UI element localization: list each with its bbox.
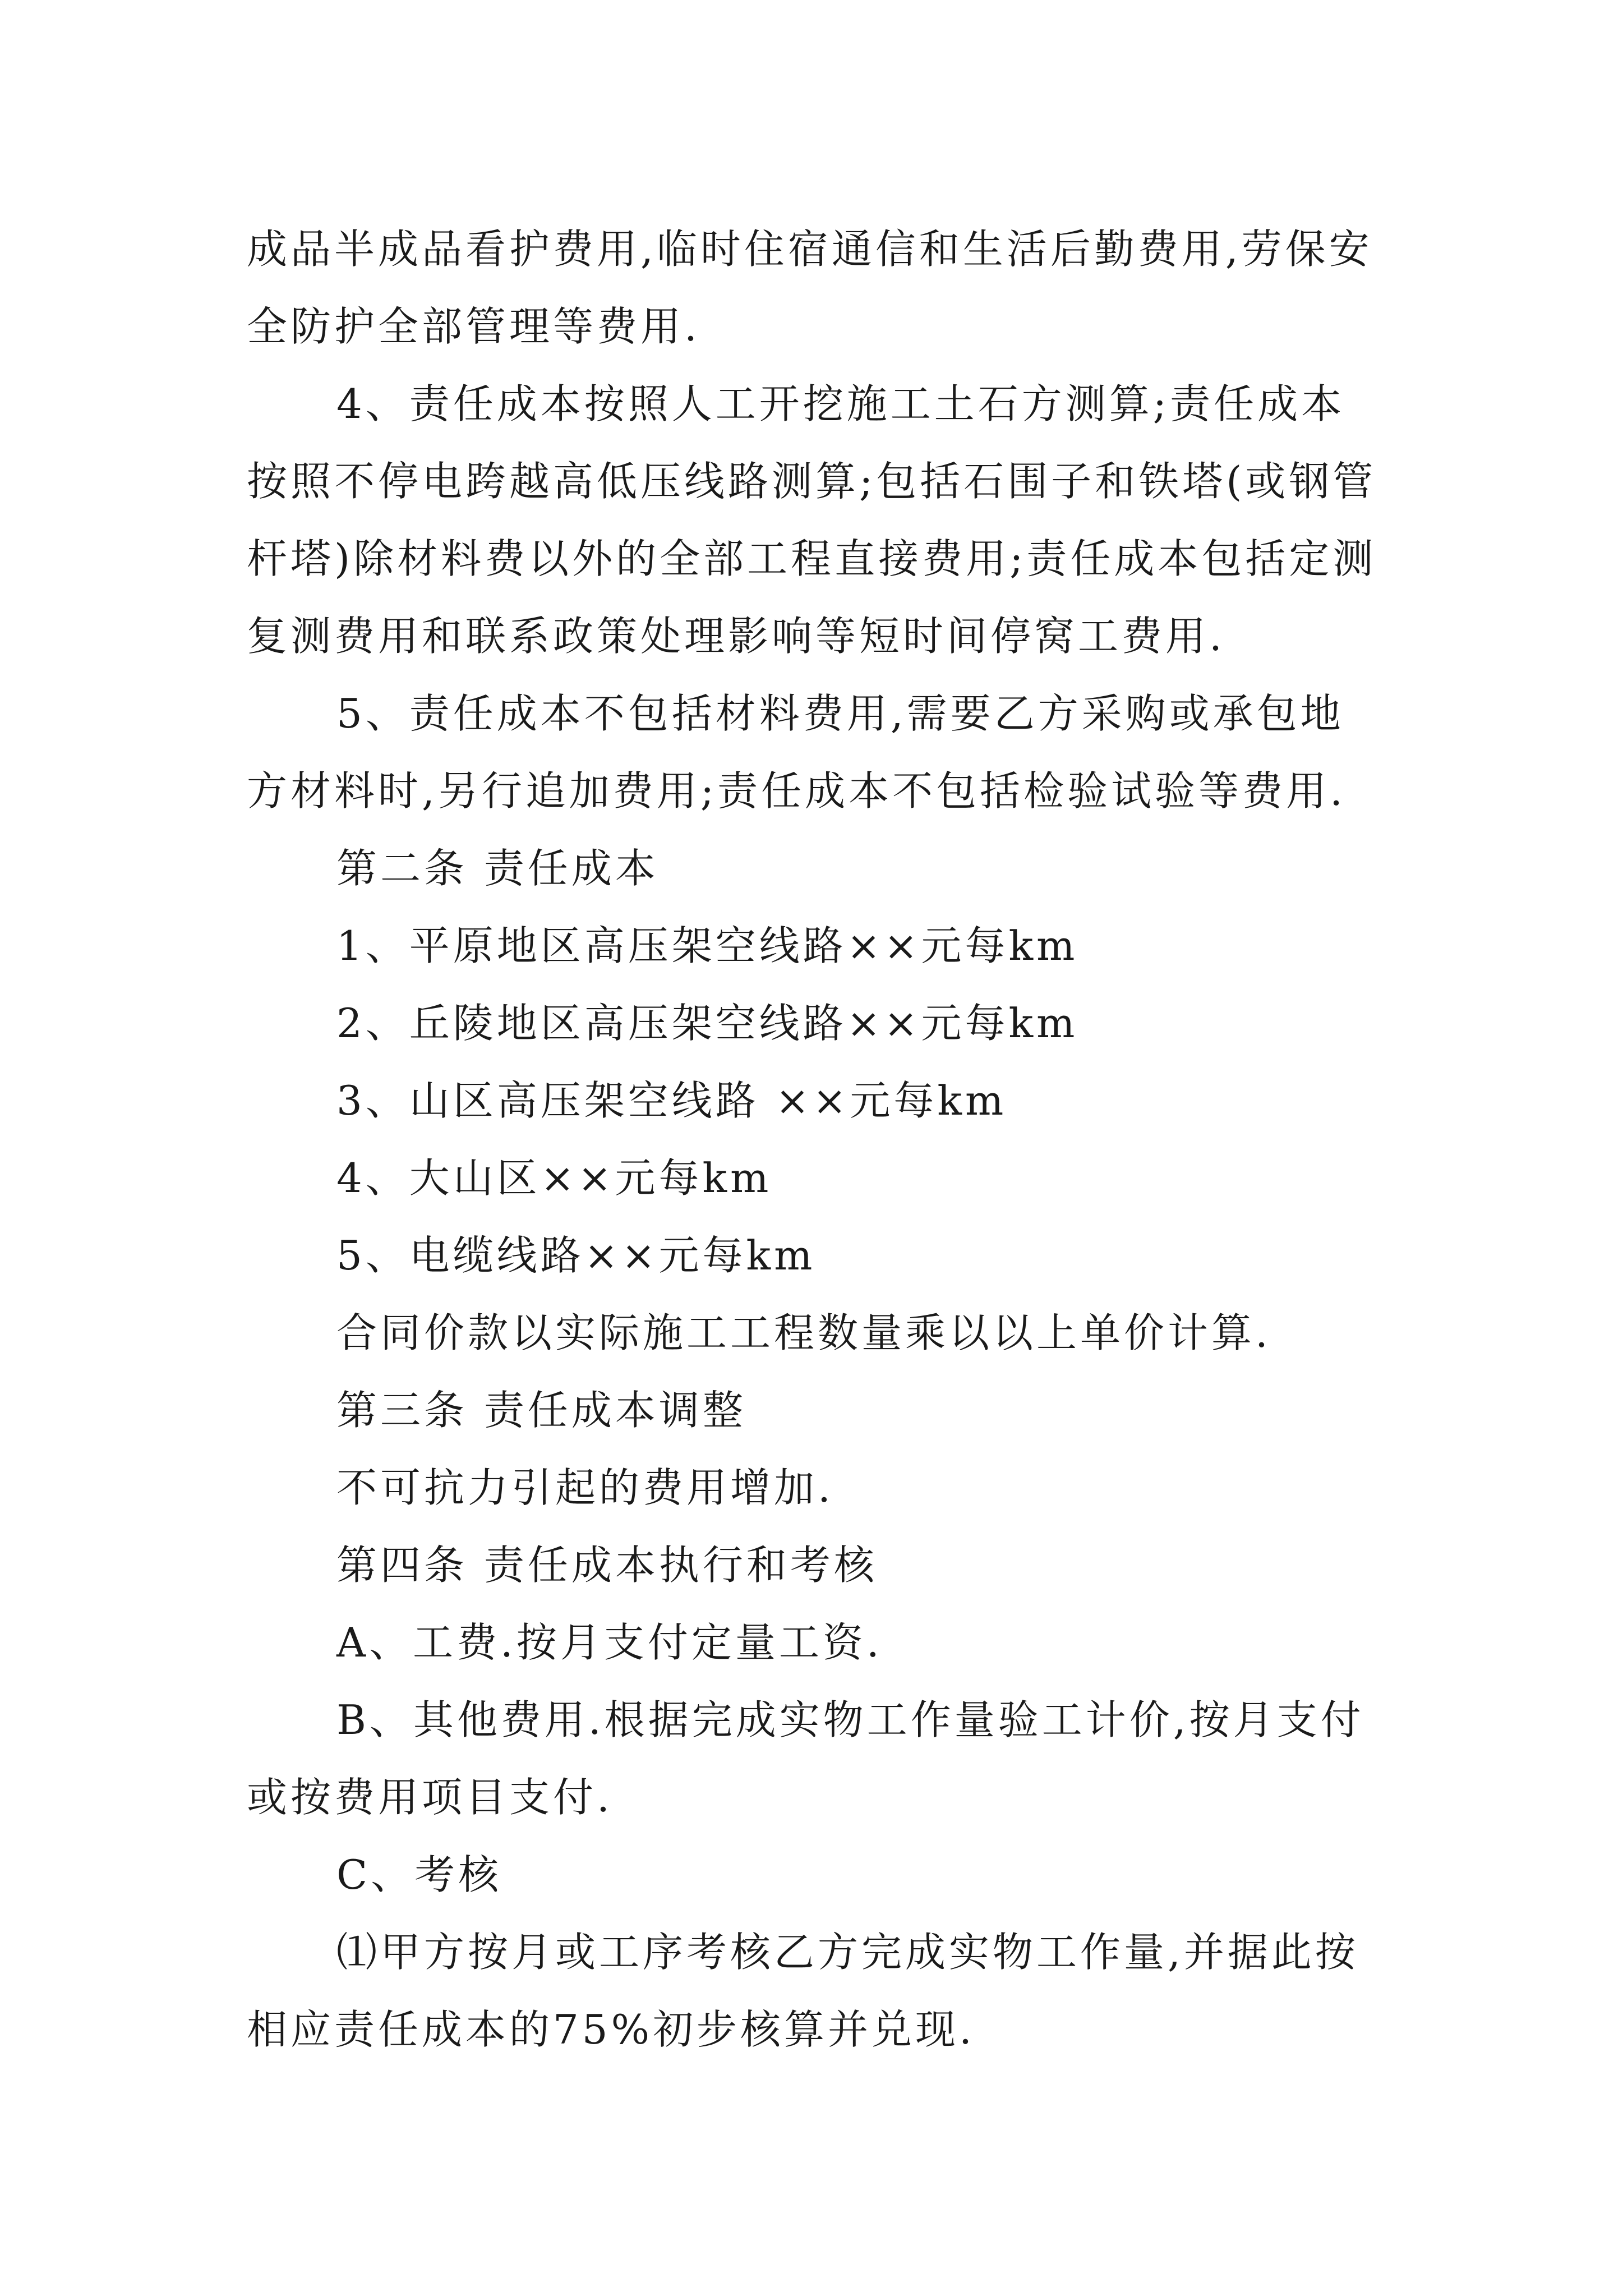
paragraph-item-a: A、工费.按月支付定量工资. <box>336 1619 883 1666</box>
list-item-plain-area: 1、平原地区高压架空线路××元每km <box>336 922 1078 969</box>
list-item-hilly-area: 2、丘陵地区高压架空线路××元每km <box>336 1000 1078 1047</box>
article-4-heading: 第四条 责任成本执行和考核 <box>336 1542 878 1589</box>
list-item-cable-line: 5、电缆线路××元每km <box>336 1232 816 1279</box>
article-2-heading: 第二条 责任成本 <box>336 845 659 892</box>
paragraph-item-c: C、考核 <box>336 1851 502 1898</box>
paragraph-contract-price: 合同价款以实际施工工程数量乘以以上单价计算. <box>336 1309 1271 1356</box>
document-body <box>247 210 1385 2068</box>
paragraph-assessment-1: ⑴甲方按月或工序考核乙方完成实物工作量,并据此按相应责任成本的75%初步核算并兑现. <box>247 1929 1359 2053</box>
paragraph-clause-5: 5、责任成本不包括材料费用,需要乙方采购或承包地方材料时,另行追加费用;责任成本不包括检验试验等费用. <box>247 690 1347 815</box>
article-3-heading: 第三条 责任成本调整 <box>336 1387 746 1434</box>
paragraph-clause-4: 4、责任成本按照人工开挖施工土石方测算;责任成本按照不停电跨越高低压线路测算;包括石围子和铁塔(或钢管杆塔)除材料费以外的全部工程直接费用;责任成本包括定测复测费用和联系政策处理影响等短时间停窝工费用. <box>247 380 1377 660</box>
list-item-big-mountain-area: 4、大山区××元每km <box>336 1154 772 1202</box>
paragraph-force-majeure: 不可抗力引起的费用增加. <box>336 1464 834 1511</box>
list-item-mountain-area: 3、山区高压架空线路 ××元每km <box>336 1077 1007 1124</box>
paragraph-item-b: B、其他费用.根据完成实物工作量验工计价,按月支付或按费用项目支付. <box>247 1696 1364 1821</box>
paragraph-fees-continued: 成品半成品看护费用,临时住宿通信和生活后勤费用,劳保安全防护全部管理等费用. <box>247 226 1373 350</box>
